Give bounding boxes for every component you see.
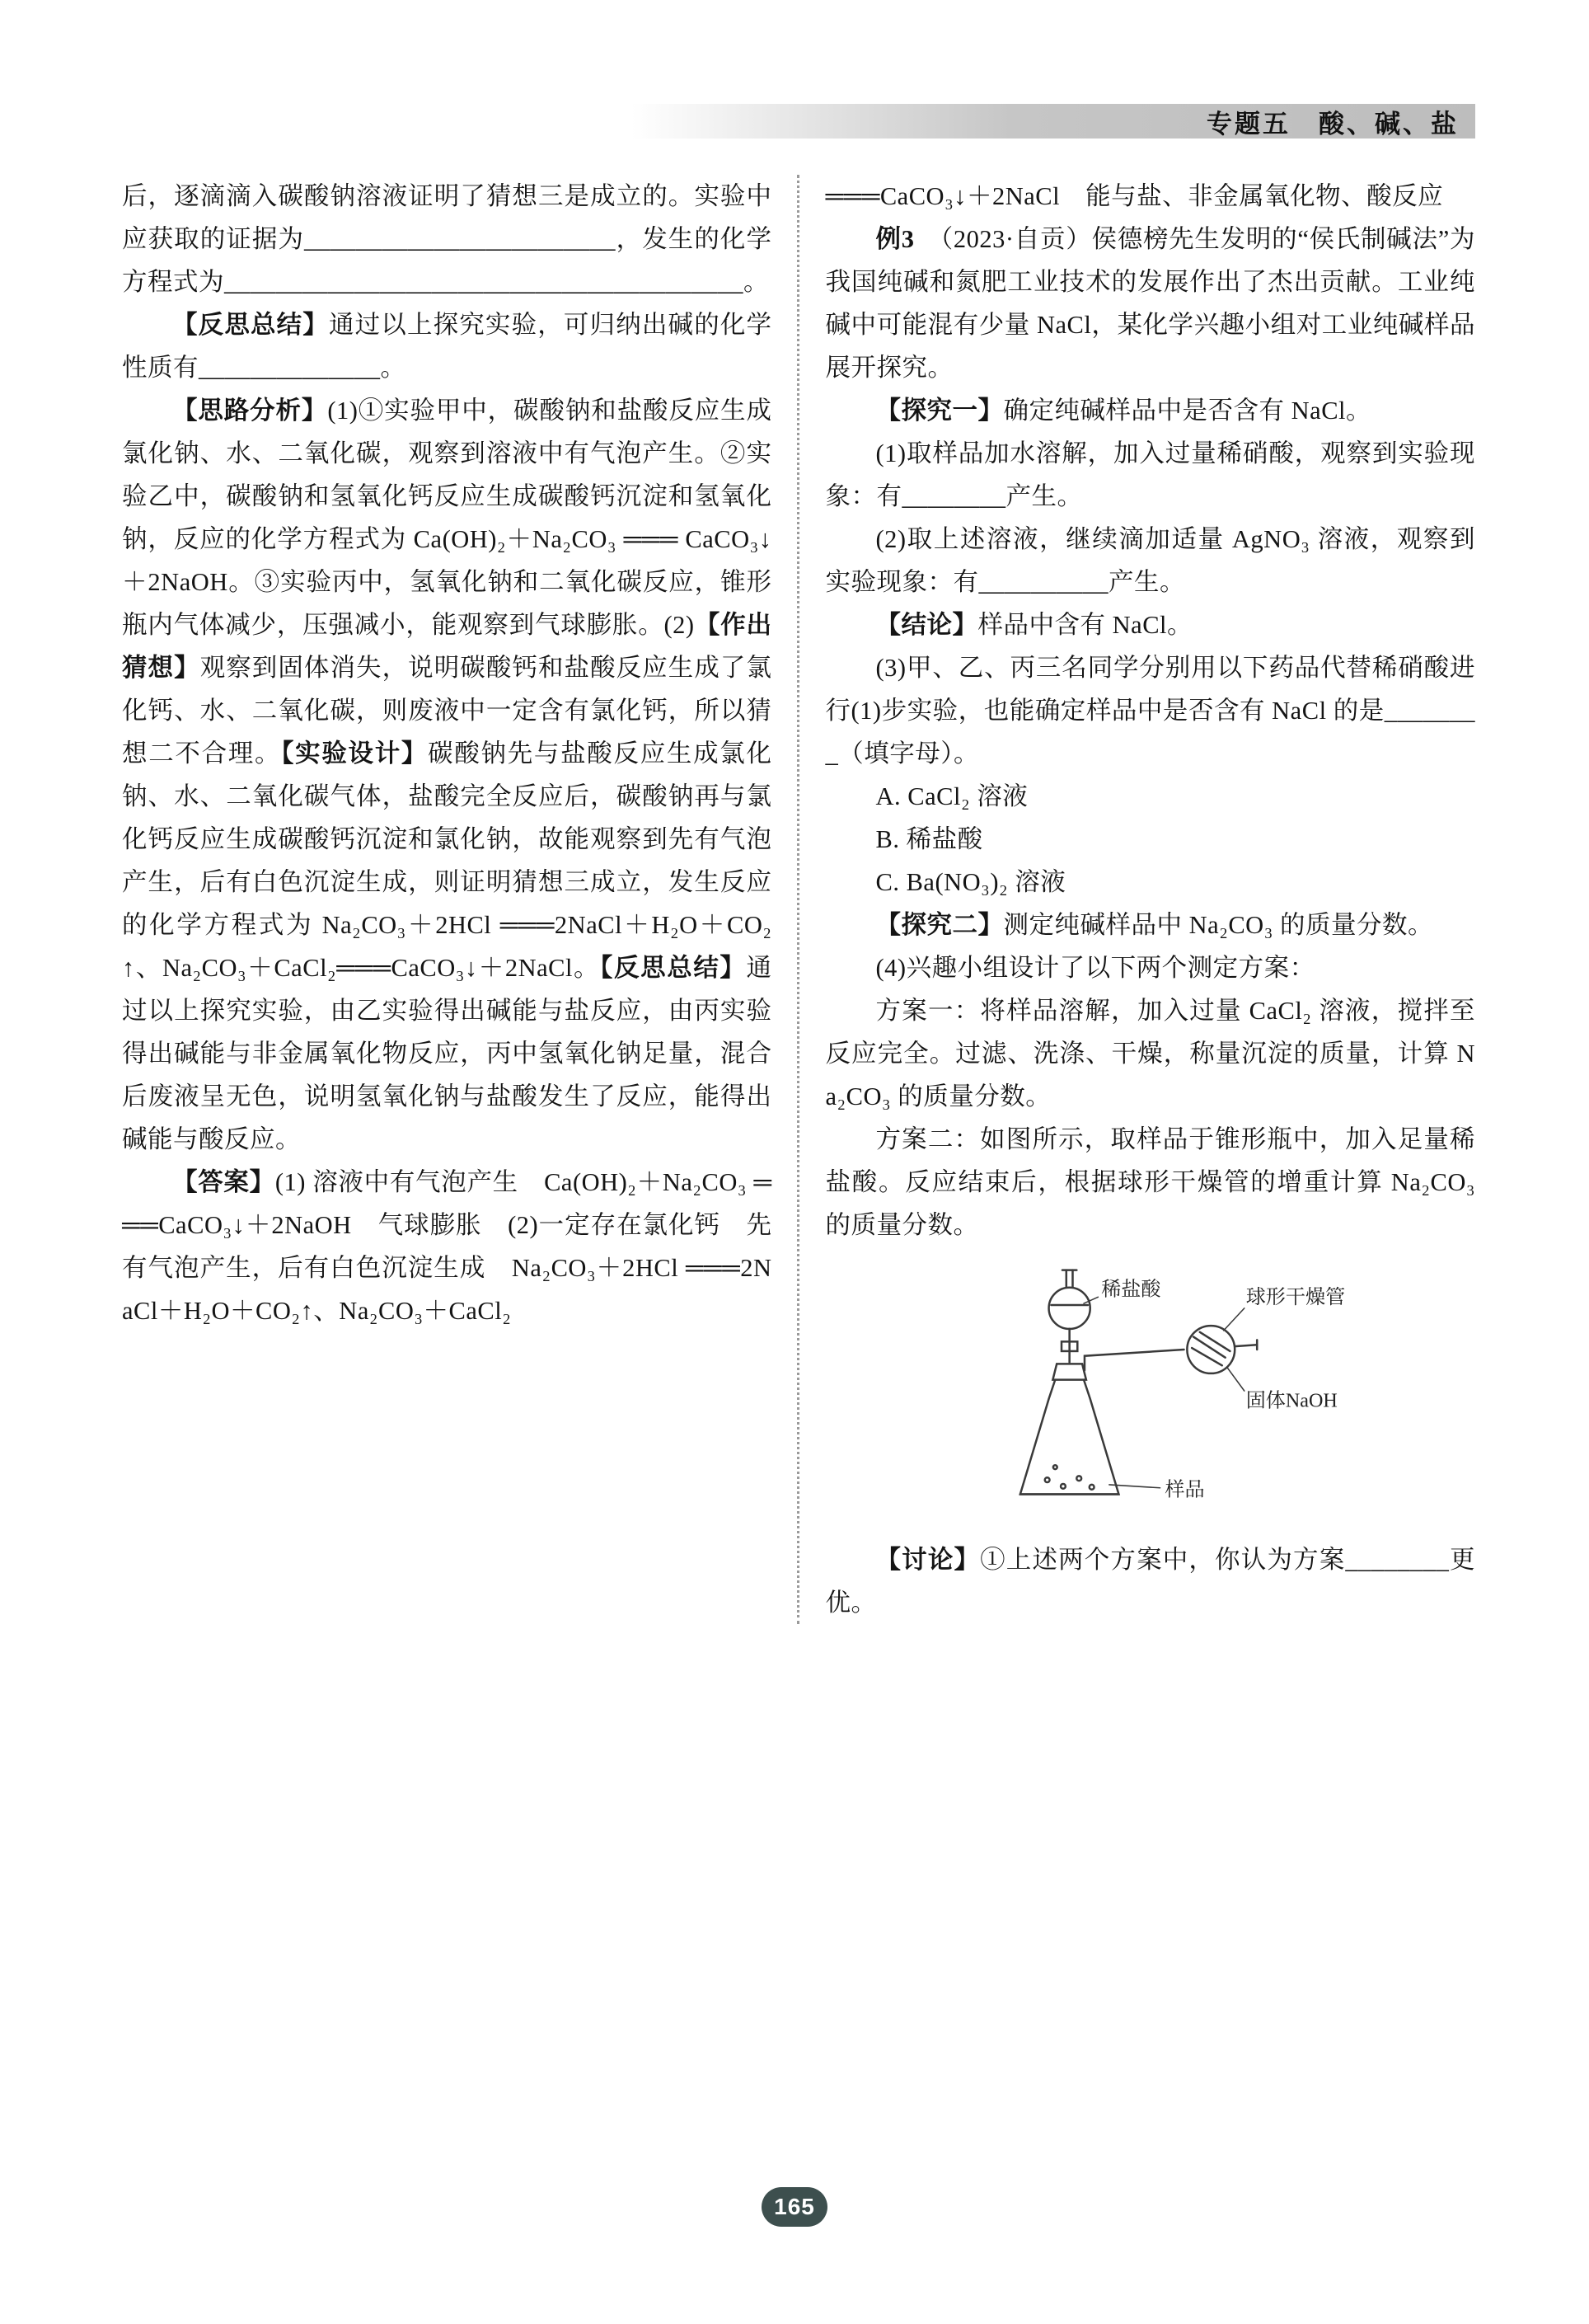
chapter-title: 专题五 酸、碱、盐 — [1207, 109, 1459, 139]
conclusion-paragraph: 【结论】样品中含有 NaCl。 — [875, 611, 1193, 639]
option-c: C. Ba(NO₃)₂ 溶液 — [875, 868, 1066, 896]
question-4-paragraph: (4)兴趣小组设计了以下两个测定方案： — [875, 954, 1315, 982]
continuation-paragraph: 后，逐滴滴入碳酸钠溶液证明了猜想三是成立的。实验中应获取的证据为________________________，发生的化学方程式为________________________________________。 — [122, 182, 772, 296]
page-number: 165 — [774, 2194, 815, 2219]
inquiry-1-heading: 【探究一】确定纯碱样品中是否含有 NaCl。 — [875, 397, 1372, 425]
dropping-funnel-icon — [1048, 1270, 1090, 1363]
right-column — [797, 175, 1476, 1624]
inquiry-2-heading: 【探究二】测定纯碱样品中 Na₂CO₃ 的质量分数。 — [875, 911, 1433, 939]
option-b: B. 稀盐酸 — [875, 825, 983, 853]
apparatus-diagram — [928, 1258, 1373, 1530]
question-1-paragraph: (1)取样品加水溶解，加入过量稀硝酸，观察到实验现象：有________产生。 — [825, 439, 1475, 510]
answer-paragraph: 【答案】(1) 溶液中有气泡产生 Ca(OH)₂＋Na₂CO₃ ═══CaCO₃↓＋2NaOH 气球膨胀 (2)一定存在氯化钙 先有气泡产生，后有白色沉淀生成 Na₂CO₃＋2HCl ═══2NaCl＋H₂O＋CO₂↑、Na₂CO₃＋CaCl₂ — [122, 1168, 772, 1325]
left-column — [122, 175, 797, 1624]
option-a: A. CaCl₂ 溶液 — [875, 782, 1029, 810]
leader-naoh — [1226, 1367, 1244, 1391]
question-3-paragraph: (3)甲、乙、丙三名同学分别用以下药品代替稀硝酸进行(1)步实验，也能确定样品中是否含有 NaCl 的是________（填字母）。 — [825, 654, 1475, 768]
example-3-text: （2023·自贡）侯德榜先生发明的“侯氏制碱法”为我国纯碱和氮肥工业技术的发展作出了杰出贡献。工业纯碱中可能混有少量 NaCl，某化学兴趣小组对工业纯碱样品展开探究。 — [825, 225, 1476, 382]
drying-tube-label: 球形干燥管 — [1245, 1287, 1345, 1309]
sample-label: 样品 — [1165, 1479, 1205, 1501]
two-column-layout — [122, 175, 1475, 1624]
delivery-tube-icon — [1085, 1350, 1184, 1370]
rubber-stopper-icon — [1052, 1364, 1086, 1379]
plan-2-paragraph: 方案二：如图所示，取样品于锥形瓶中，加入足量稀盐酸。反应结束后，根据球形干燥管的增重计算 Na₂CO₃ 的质量分数。 — [825, 1125, 1475, 1239]
page-number-badge — [762, 2187, 827, 2227]
page-header-bar — [631, 104, 1475, 139]
erlenmeyer-flask-icon — [1020, 1380, 1119, 1495]
funnel-liquid-label: 稀盐酸 — [1100, 1279, 1161, 1301]
plan-1-paragraph: 方案一：将样品溶解，加入过量 CaCl₂ 溶液，搅拌至反应完全。过滤、洗涤、干燥，称量沉淀的质量，计算 Na₂CO₃ 的质量分数。 — [825, 997, 1475, 1110]
example-3-paragraph — [826, 218, 1476, 389]
discussion-paragraph: 【讨论】①上述两个方案中，你认为方案________更优。 — [825, 1546, 1476, 1617]
question-2-paragraph: (2)取上述溶液，继续滴加适量 AgNO₃ 溶液，观察到实验现象：有__________产生。 — [825, 525, 1475, 596]
example-3-label: 例3 — [875, 225, 915, 253]
analysis-paragraph: 【思路分析】(1)①实验甲中，碳酸钠和盐酸反应生成氯化钠、水、二氧化碳，观察到溶液中有气泡产生。②实验乙中，碳酸钠和氢氧化钙反应生成碳酸钙沉淀和氢氧化钠，反应的化学方程式为 Ca(OH)₂＋Na₂CO₃ ═══ CaCO₃↓＋2NaOH。③实验丙中，氢氧化钠和二氧化碳反应，锥形瓶内气体减少，压强减小，能观察到气球膨胀。(2)【作出猜想】观察到固体消失，说明碳酸钙和盐酸反应生成了氯化钙、水、二氧化碳，则废液中一定含有氯化钙，所以猜想二不合理。【实验设计】碳酸钠先与盐酸反应生成氯化钠、水、二氧化碳气体，盐酸完全反应后，碳酸钠再与氯化钙反应生成碳酸钙沉淀和氯化钠，故能观察到先有气泡产生，后有白色沉淀生成，则证明猜想三成立，发生反应的化学方程式为 Na₂CO₃＋2HCl ═══2NaCl＋H₂O＋CO₂↑、Na₂CO₃＋CaCl₂═══CaCO₃↓＋2NaCl。【反思总结】通过以上探究实验，由乙实验得出碱能与盐反应，由丙实验得出碱能与非金属氧化物反应，丙中氢氧化钠足量，混合后废液呈无色，说明氢氧化钠与盐酸发生了反应，能得出碱能与酸反应。 — [122, 397, 772, 1153]
leader-funnel — [1084, 1297, 1098, 1303]
drying-agent-label: 固体NaOH — [1245, 1390, 1338, 1412]
equation-continuation-paragraph: ═══CaCO₃↓＋2NaCl 能与盐、非金属氧化物、酸反应 — [825, 182, 1444, 210]
leader-drying-tube — [1223, 1308, 1244, 1331]
apparatus-figure — [826, 1258, 1476, 1530]
drying-bulb-icon — [1187, 1326, 1257, 1373]
reflection-summary-paragraph: 【反思总结】通过以上探究实验，可归纳出碱的化学性质有______________。 — [122, 311, 772, 382]
